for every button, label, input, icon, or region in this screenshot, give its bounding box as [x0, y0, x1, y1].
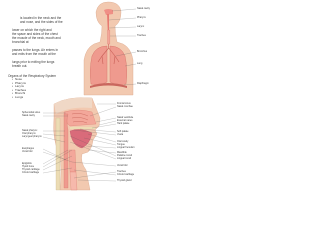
note-line: bronchial at	[12, 40, 29, 44]
note-line: breath out.	[12, 64, 28, 68]
note-line: the muscle of the neck, mouth and	[12, 36, 61, 40]
label-bronchus: Bronchus	[137, 49, 148, 53]
note-line: is located in the neck and the	[20, 16, 62, 20]
label-vocal-fold-left: Vocal fold	[22, 149, 33, 153]
upper-respiratory-diagram	[84, 2, 136, 95]
note-line: lungs prior to exiting the lungs	[12, 60, 55, 64]
label-hard-palate: Hard palate	[117, 121, 130, 125]
label-oral-pharynx: Oral pharynx	[22, 131, 36, 135]
label-trachea: Trachea	[137, 33, 146, 37]
label-uvula: Uvula	[117, 132, 124, 136]
label-thyroid-gland: Thyroid gland	[117, 178, 132, 182]
label-larynx: Larynx	[137, 24, 145, 28]
label-external-nares: External nares	[117, 118, 133, 122]
label-thyroid-cartilage: Thyroid cartilage	[22, 167, 40, 171]
label-lingual-tonsil: Lingual tonsil	[117, 156, 131, 160]
nasal-cavity-region	[64, 110, 96, 126]
label-nasal-vestibule: Nasal vestibule	[117, 115, 134, 119]
label-sphenoidal-sinus: Sphenoidal sinus	[22, 110, 41, 114]
label-vocal-fold-right: Vocal fold	[117, 163, 128, 167]
trachea-shape	[108, 30, 110, 44]
trachea-lower	[70, 172, 77, 190]
note-line: and exits from the mouth at the	[12, 52, 56, 56]
label-esophagus: Esophagus	[22, 146, 34, 150]
label-nasal-pharynx: Nasal pharynx	[22, 128, 38, 132]
label-hyoid-bone: Hyoid bone	[22, 164, 35, 168]
label-palatine-tonsil: Palatine tonsil	[117, 153, 132, 157]
organ-item: • Nose	[12, 78, 26, 82]
label-epiglottis: Epiglottis	[22, 161, 32, 165]
organ-item: • Bronchi	[12, 92, 26, 96]
label-diaphragm: Diaphragm	[137, 81, 149, 85]
label-laryngeal-pharynx: Laryngeal pharynx	[22, 134, 42, 138]
palate-shape	[70, 127, 95, 129]
label-soft-palate: Soft palate	[117, 129, 129, 133]
note-line: passes to the lungs. Air enters in	[12, 48, 59, 52]
larynx-shape	[69, 150, 76, 172]
label-nasal-cavity-left: Nasal cavity	[22, 113, 35, 117]
note-line: and nose, and the sides of the	[20, 20, 63, 24]
organ-item: • Trachea	[12, 89, 26, 93]
label-lingual-frenulum: Lingual frenulum	[117, 145, 135, 149]
label-lung: Lung	[137, 61, 143, 65]
organ-item: • Lungs	[12, 96, 26, 100]
label-nasal-cavity: Nasal cavity	[137, 6, 150, 10]
section-title: Organs of the Respiratory System	[8, 73, 57, 78]
label-frontal-sinus: Frontal sinus	[117, 101, 131, 105]
label-nasal-conchae: Nasal conchae	[117, 104, 133, 108]
label-pharynx: Pharynx	[137, 15, 146, 19]
spine-shape	[56, 118, 60, 190]
label-mandible: Mandible	[117, 150, 127, 154]
label-cricoid-cartilage-left: Cricoid cartilage	[22, 170, 40, 174]
label-trachea-lower: Trachea	[117, 169, 126, 173]
head-sagittal-diagram	[43, 98, 116, 190]
note-line: lower on which the right and	[12, 28, 52, 32]
organ-item: • Pharynx	[12, 82, 26, 86]
organ-item: • Larynx	[12, 85, 26, 89]
label-cricoid-cartilage-right: Cricoid cartilage	[117, 172, 135, 176]
label-tongue: Tongue	[117, 142, 125, 146]
label-oral-cavity: Oral cavity	[117, 139, 129, 143]
note-line: the space and sides of the chest	[12, 32, 58, 36]
